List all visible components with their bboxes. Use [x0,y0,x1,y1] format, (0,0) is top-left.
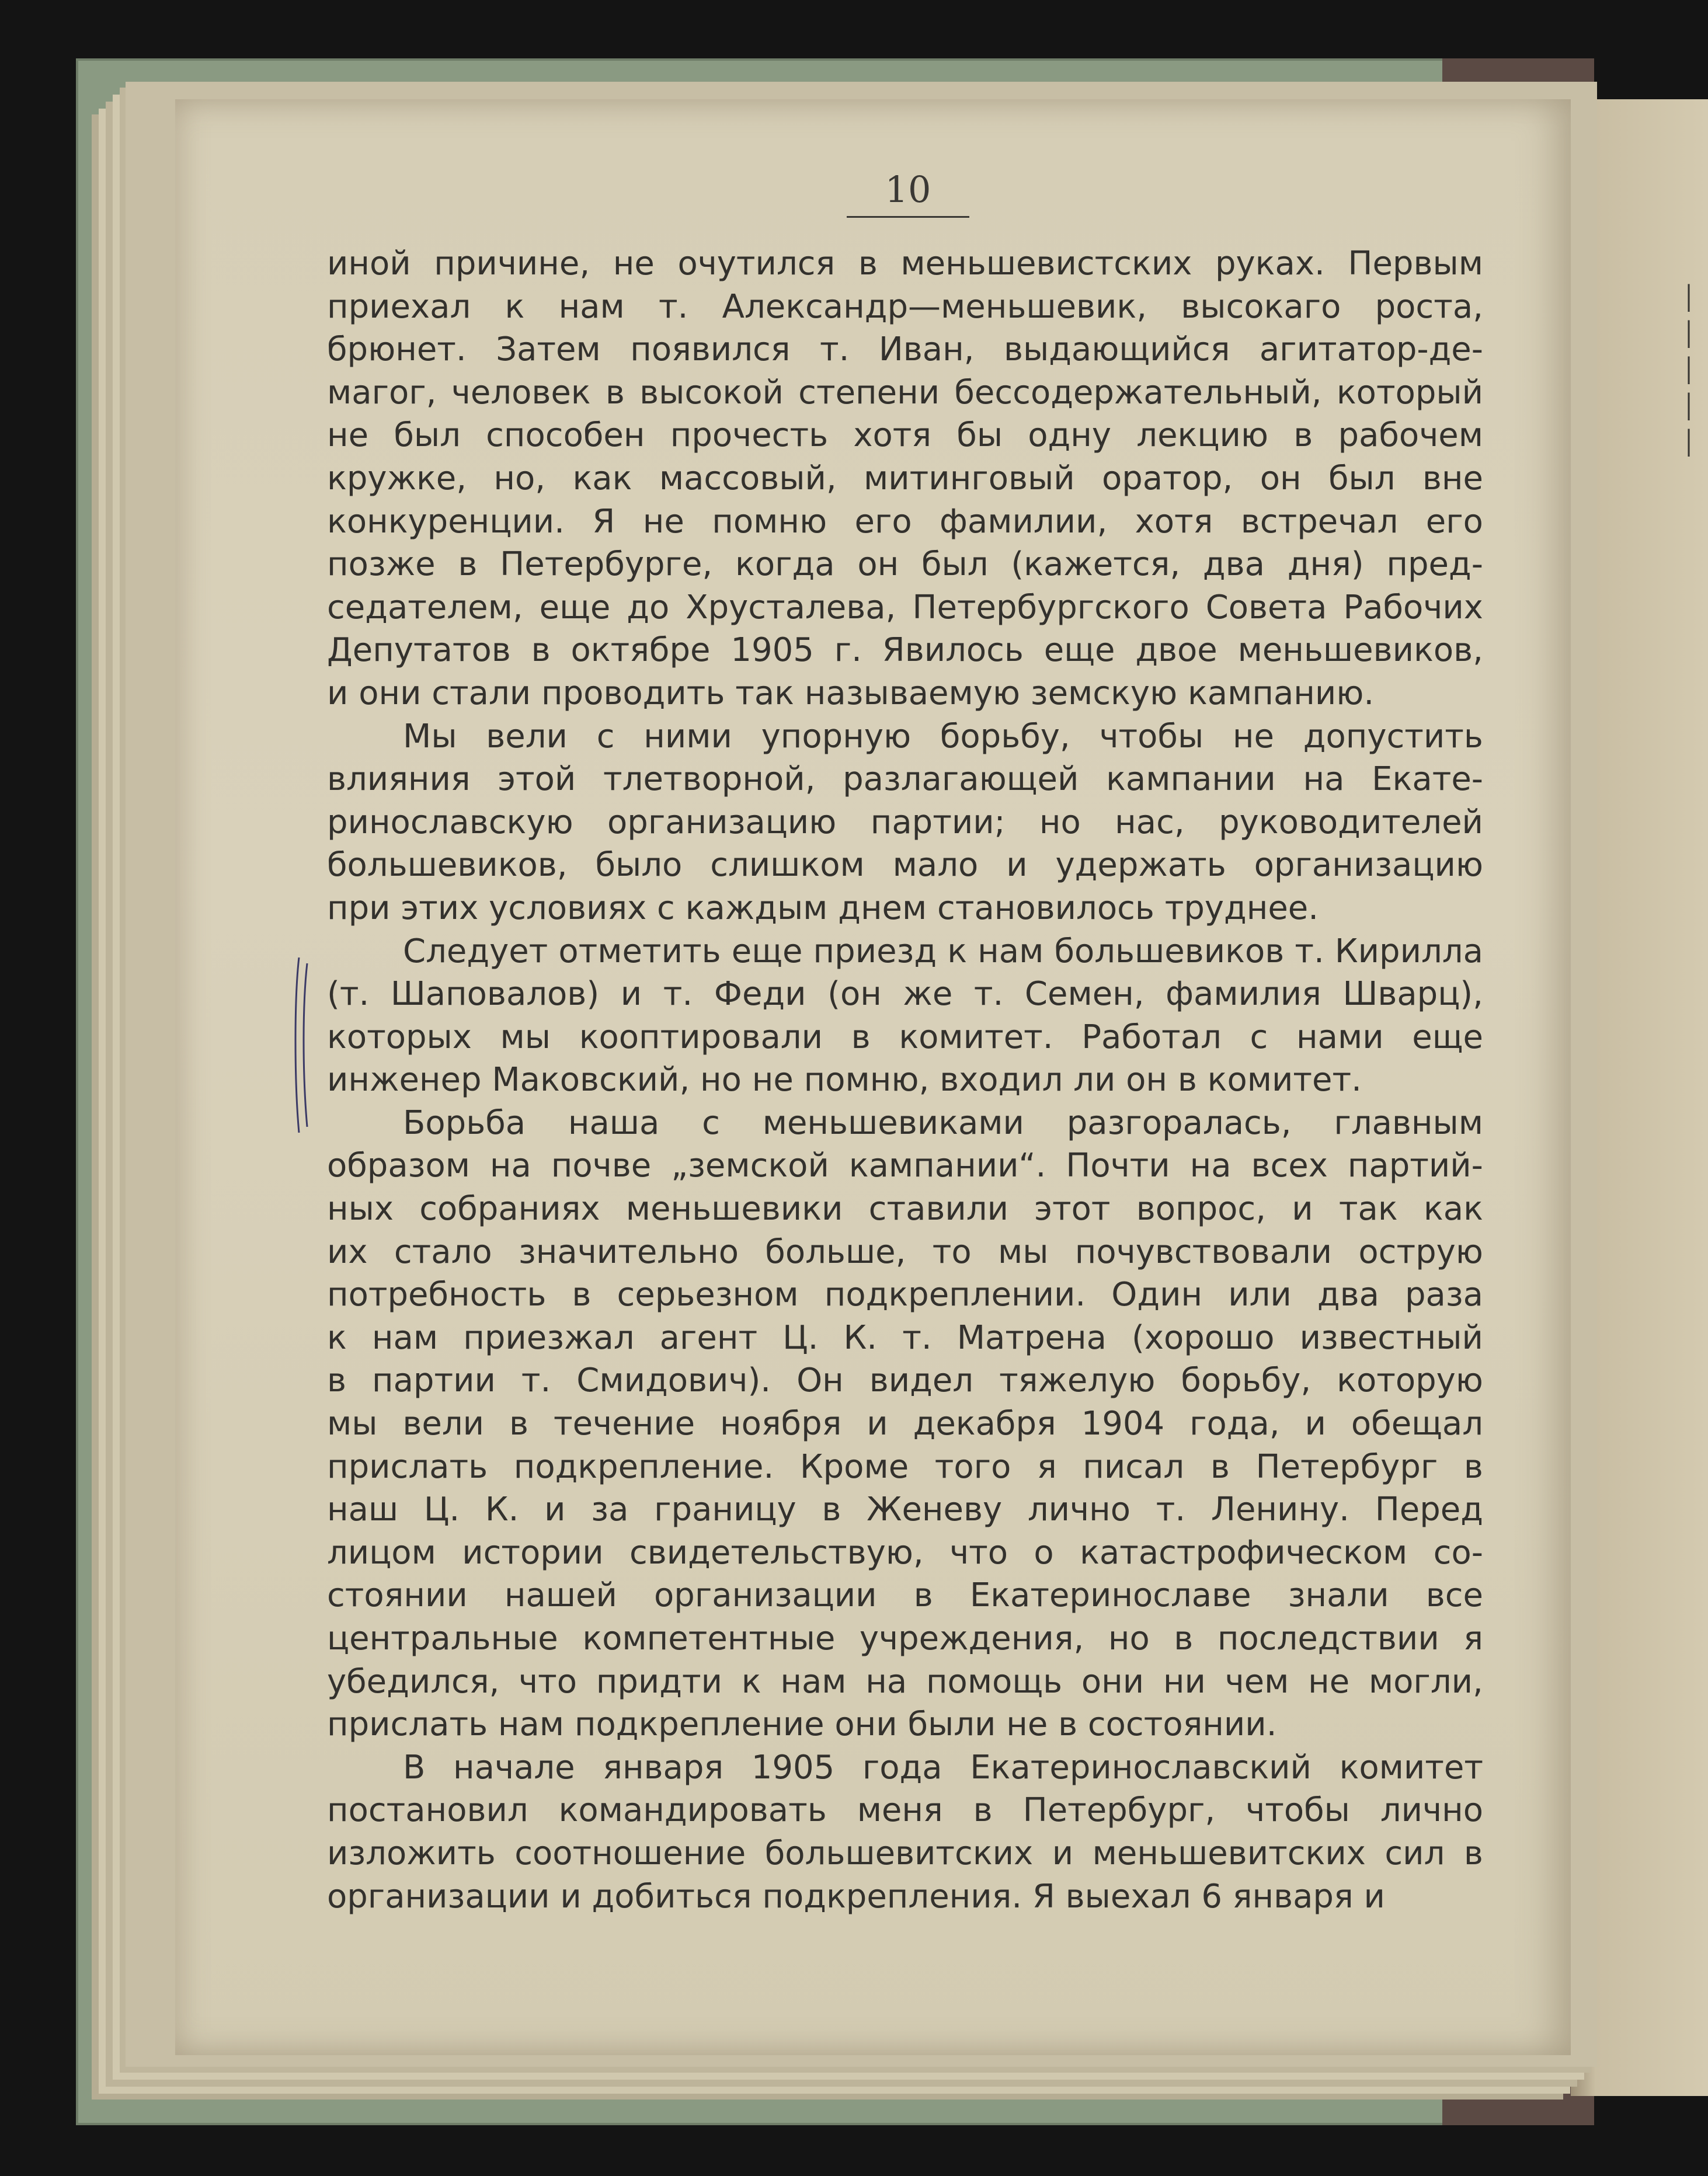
text-line: (т. Шаповалов) и т. Феди (он же т. Семен, фамилия Шварц), [327,975,1483,1014]
text-line: центральные компетентные учреждения, но в последствии я [327,1620,1483,1658]
text-line: наш Ц. К. и за границу в Женеву лично т. Ленину. Перед [327,1491,1483,1529]
text-line: Мы вели с ними упорную борьбу, чтобы не допустить [403,717,1483,755]
text-line: и они стали проводить так называемую земскую кампанию. [327,674,1375,712]
text-line: ных собраниях меньшевики ставили этот вопрос, и так как [327,1190,1483,1228]
text-line: Борьба наша с меньшевиками разгоралась, главным [403,1103,1483,1142]
text-line: позже в Петербурге, когда он был (кажется, два дня) пред- [327,545,1483,584]
text-line: прислать нам подкрепление они были не в состоянии. [327,1705,1277,1744]
text-line: иной причине, не очутился в меньшевистских руках. Первым [327,245,1483,283]
text-line: инженер Маковский, но не помню, входил ли он в комитет. [327,1061,1362,1099]
text-line: их стало значительно больше, то мы почувствовали острую [327,1233,1483,1271]
text-line: лицом истории свидетельствую, что о катастрофическом со- [327,1533,1483,1572]
text-line: стоянии нашей организации в Екатеринославе знали все [327,1576,1483,1615]
text-line: В начале января 1905 года Екатеринославский комитет [403,1748,1483,1787]
text-line: при этих условиях с каждым днем становилось труднее. [327,889,1319,927]
text-line: Депутатов в октябре 1905 г. Явилось еще двое меньшевиков, [327,631,1483,670]
text-line: организации и добиться подкрепления. Я выехал 6 января и [327,1877,1385,1916]
text-line: потребность в серьезном подкреплении. Один или два раза [327,1276,1483,1314]
page-number-rule [847,216,969,218]
text-line: приехал к нам т. Александр—меньшевик, высокаго роста, [327,287,1483,326]
text-line: мы вели в течение ноября и декабря 1904 года, и обещал [327,1405,1483,1443]
text-line: убедился, что придти к нам на помощь они ни чем не могли, [327,1662,1483,1701]
text-line: конкуренции. Я не помню его фамилии, хотя встречал его [327,502,1483,541]
margin-pencil-mark [286,952,321,1139]
text-line: брюнет. Затем появился т. Иван, выдающийся агитатор-де- [327,330,1483,369]
text-line: большевиков, было слишком мало и удержать организацию [327,846,1483,885]
text-line: магог, человек в высокой степени бессодержательный, который [327,373,1483,412]
text-line: к нам приезжал агент Ц. К. т. Матрена (хорошо известный [327,1318,1483,1357]
text-line: образом на почве „земской кампании“. Почти на всех партий- [327,1147,1483,1185]
text-line: кружке, но, как массовый, митинговый оратор, он был вне [327,459,1483,497]
text-line: изложить соотношение большевитских и меньшевитских сил в [327,1834,1483,1872]
text-line: ринославскую организацию партии; но нас, руководителей [327,803,1483,841]
text-line: седателем, еще до Хрусталева, Петербургского Совета Рабочих [327,588,1483,626]
text-line: влияния этой тлетворной, разлагающей кампании на Екате- [327,760,1483,799]
adjacent-page-text-fragment: │ │ │ │ │ [1682,285,1696,457]
text-line: не был способен прочесть хотя бы одну лекцию в рабочем [327,416,1483,455]
text-line: Следует отметить еще приезд к нам большевиков т. Кирилла [403,932,1483,970]
text-line: прислать подкрепление. Кроме того я писал в Петербург в [327,1447,1483,1486]
text-line: в партии т. Смидович). Он видел тяжелую борьбу, которую [327,1362,1483,1400]
body-text [327,242,1483,1918]
page-number: 10 [885,168,931,211]
text-line: постановил командировать меня в Петербург, чтобы лично [327,1791,1483,1830]
text-line: которых мы кооптировали в комитет. Работал с нами еще [327,1018,1483,1056]
